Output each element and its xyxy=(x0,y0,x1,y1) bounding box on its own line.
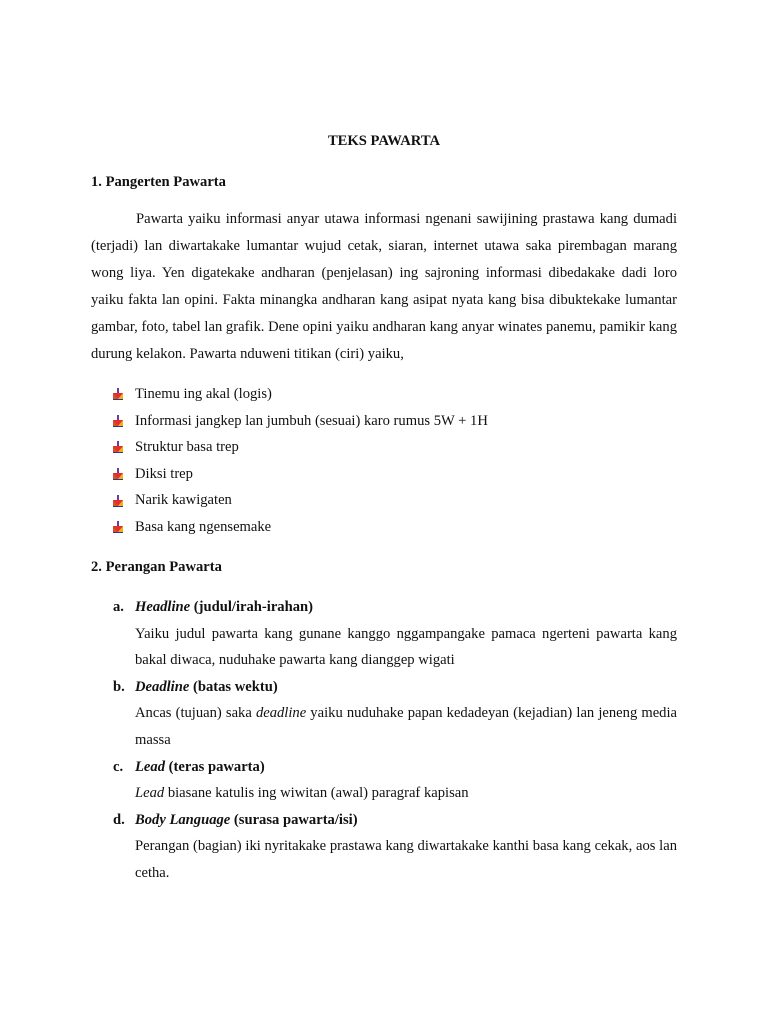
list-item-label: Informasi jangkep lan jumbuh (sesuai) karo rumus 5W + 1H xyxy=(135,412,488,429)
item-body-text: Ancas (tujuan) saka xyxy=(135,705,256,722)
item-body-text: Yaiku judul pawarta kang gunane kanggo nggampangake pamaca ngerteni pawarta kang bakal diwaca, nuduhake pawarta kang dianggep wigati xyxy=(135,625,677,669)
item-gloss: (judul/irah-irahan) xyxy=(190,599,313,615)
item-heading xyxy=(135,674,677,701)
list-item xyxy=(113,381,488,408)
arrow-down-bullet-icon xyxy=(113,521,123,533)
item-term: Lead xyxy=(135,758,165,775)
item-marker: c. xyxy=(113,758,124,775)
item-gloss: (surasa pawarta/isi) xyxy=(230,811,358,828)
item-description xyxy=(135,621,677,674)
item-description xyxy=(135,700,677,753)
arrow-down-bullet-icon xyxy=(113,495,123,507)
perangan-item-deadline xyxy=(113,674,677,754)
document-title: TEKS PAWARTA xyxy=(327,133,441,149)
item-body-text: Perangan (bagian) iki nyritakake prastawa kang diwartakake kanthi basa kang cekak, aos lan cetha. xyxy=(135,838,677,881)
perangan-item-body-language xyxy=(113,807,677,887)
item-heading xyxy=(135,594,677,621)
perangan-list xyxy=(113,594,677,887)
list-item-label: Tinemu ing akal (logis) xyxy=(135,386,272,402)
item-body-emphasis: deadline xyxy=(255,705,307,722)
item-gloss: (batas wektu) xyxy=(189,678,278,695)
item-term: Deadline xyxy=(135,678,190,695)
item-heading xyxy=(135,754,677,781)
document-page xyxy=(91,0,677,1024)
list-item xyxy=(113,487,488,514)
item-gloss: (teras pawarta) xyxy=(165,758,265,775)
item-body-text: biasane katulis ing wiwitan (awal) paragraf kapisan xyxy=(164,785,469,802)
perangan-item-headline xyxy=(113,594,677,674)
item-term: Body Language xyxy=(135,811,231,828)
perangan-item-lead xyxy=(113,754,677,807)
arrow-down-bullet-icon xyxy=(113,415,123,427)
list-item-label: Struktur basa trep xyxy=(135,439,239,456)
list-item xyxy=(113,514,488,541)
item-body-text: yaiku nuduhake papan kedadeyan (kejadian) lan jeneng media massa xyxy=(135,705,678,748)
arrow-down-bullet-icon xyxy=(113,388,123,400)
section-heading-perangan: 2. Perangan Pawarta xyxy=(91,559,222,575)
item-body-emphasis: Lead xyxy=(135,785,165,802)
ciri-bullet-list xyxy=(113,381,488,541)
arrow-down-bullet-icon xyxy=(113,441,123,453)
list-item xyxy=(113,434,488,461)
item-marker: d. xyxy=(113,811,125,828)
arrow-down-bullet-icon xyxy=(113,468,123,480)
list-item-label: Diksi trep xyxy=(135,465,193,482)
list-item-label: Narik kawigaten xyxy=(135,492,232,509)
item-marker: b. xyxy=(113,678,125,695)
definition-paragraph: Pawarta yaiku informasi anyar utawa informasi ngenani sawijining prastawa kang dumadi (terjadi) lan diwartakake lumantar wujud cetak, siaran, internet utawa saka pirembagan marang wong liya. Yen digatekake andharan (penjelasan) ing sajroning informasi dibedakake dadi loro yaiku fakta lan opini. Fakta minangka andharan kang asipat nyata kang bisa dibuktekake lumantar gambar, foto, tabel lan grafik. Dene opini yaiku andharan kang anyar winates panemu, pamikir kang durung kelakon. Pawarta nduweni titikan (ciri) yaiku, xyxy=(91,211,677,362)
list-item xyxy=(113,408,488,435)
section-heading-pangerten: 1. Pangerten Pawarta xyxy=(91,174,226,190)
item-term: Headline xyxy=(135,599,191,615)
item-heading xyxy=(135,807,677,834)
item-marker: a. xyxy=(113,599,124,615)
item-description xyxy=(135,833,677,886)
list-item xyxy=(113,461,488,488)
list-item-label: Basa kang ngensemake xyxy=(135,518,272,535)
item-description xyxy=(135,780,677,807)
